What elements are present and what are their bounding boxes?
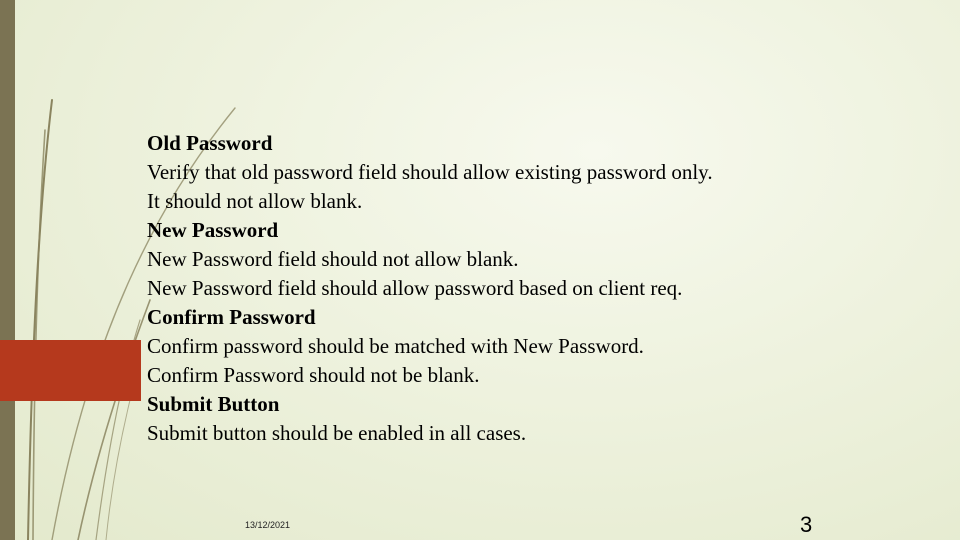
body-line-new-password-2: New Password field should allow password based on client req.	[147, 276, 683, 300]
slide-number: 3	[800, 512, 813, 537]
body-line-submit-button-1: Submit button should be enabled in all cases.	[147, 421, 527, 445]
footer-date: 13/12/2021	[245, 520, 291, 530]
body-line-new-password-1: New Password field should not allow blank.	[147, 247, 519, 271]
heading-old-password: Old Password	[147, 131, 273, 155]
body-line-old-password-2: It should not allow blank.	[147, 189, 363, 213]
heading-new-password: New Password	[147, 218, 279, 242]
body-line-old-password-1: Verify that old password field should allow existing password only.	[147, 160, 713, 184]
heading-confirm-password: Confirm Password	[147, 305, 316, 329]
slide-body-text	[147, 129, 907, 448]
deco-line-4	[78, 300, 150, 540]
body-line-confirm-password-2: Confirm Password should not be blank.	[147, 363, 480, 387]
body-line-confirm-password-1: Confirm password should be matched with New Password.	[147, 334, 644, 358]
deco-line-1	[28, 100, 52, 540]
heading-submit-button: Submit Button	[147, 392, 280, 416]
accent-block	[0, 340, 141, 401]
